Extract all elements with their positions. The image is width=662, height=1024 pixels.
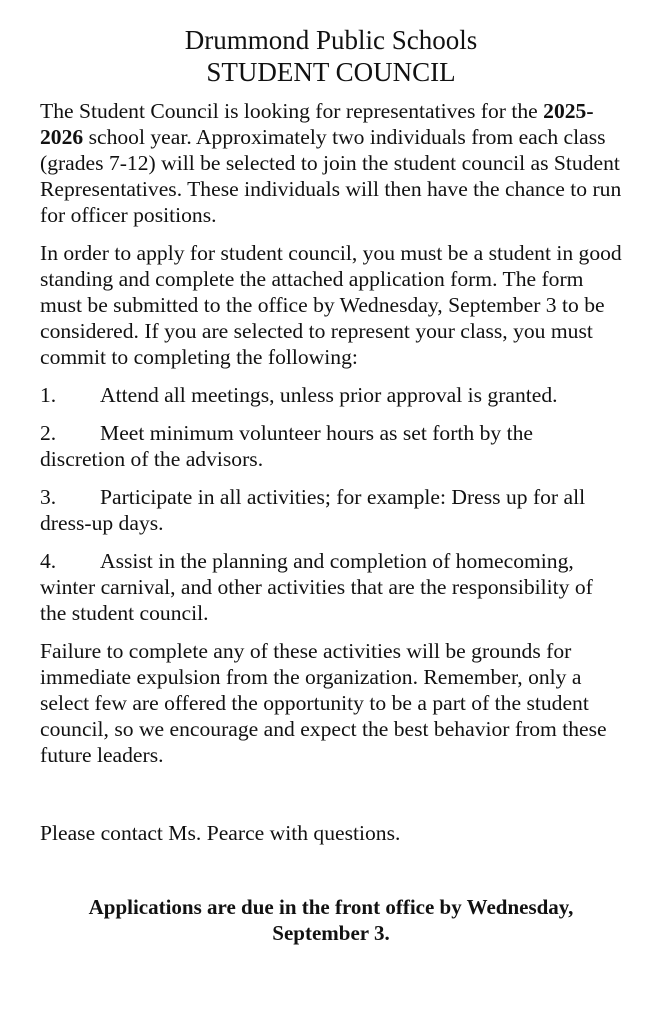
deadline-notice: Applications are due in the front office by Wednesday, September 3. <box>88 895 574 945</box>
requirement-text: Participate in all activities; for example: Dress up for all dress-up days. <box>40 485 586 535</box>
requirement-number: 1. <box>40 383 57 407</box>
intro-paragraph <box>40 98 622 228</box>
requirement-item <box>40 420 622 472</box>
document-header <box>40 24 622 88</box>
school-year: 2025-2026 <box>40 99 594 149</box>
requirement-number: 3. <box>40 485 57 509</box>
requirement-item <box>40 484 622 536</box>
requirement-text: Attend all meetings, unless prior approval is granted. <box>100 383 558 407</box>
requirement-text: Assist in the planning and completion of homecoming, winter carnival, and other activities that are the responsibility of the student council. <box>40 549 593 625</box>
apply-paragraph: In order to apply for student council, you must be a student in good standing and complete the attached application form. The form must be submitted to the office by Wednesday, September 3 to be considered. If you are selected to represent your class, you must commit to completing the following: <box>40 241 622 369</box>
requirement-number: 4. <box>40 549 57 573</box>
requirement-item <box>40 548 622 626</box>
requirement-number: 2. <box>40 421 57 445</box>
requirement-item <box>40 382 622 408</box>
intro-text-start: The Student Council is looking for representatives for the <box>40 99 544 123</box>
contact-line: Please contact Ms. Pearce with questions. <box>40 821 401 845</box>
failure-paragraph: Failure to complete any of these activities will be grounds for immediate expulsion from the organization. Remember, only a select few are offered the opportunity to be a part of the student council, so we encourage and expect the best behavior from these future leaders. <box>40 639 607 767</box>
intro-text-end: school year. Approximately two individuals from each class (grades 7-12) will be selected to join the student council as Student Representatives. These individuals will then have the chance to run for officer positions. <box>40 125 622 227</box>
school-name: Drummond Public Schools <box>184 25 478 55</box>
document-title: STUDENT COUNCIL <box>206 57 456 87</box>
requirement-text: Meet minimum volunteer hours as set forth by the discretion of the advisors. <box>40 421 533 471</box>
